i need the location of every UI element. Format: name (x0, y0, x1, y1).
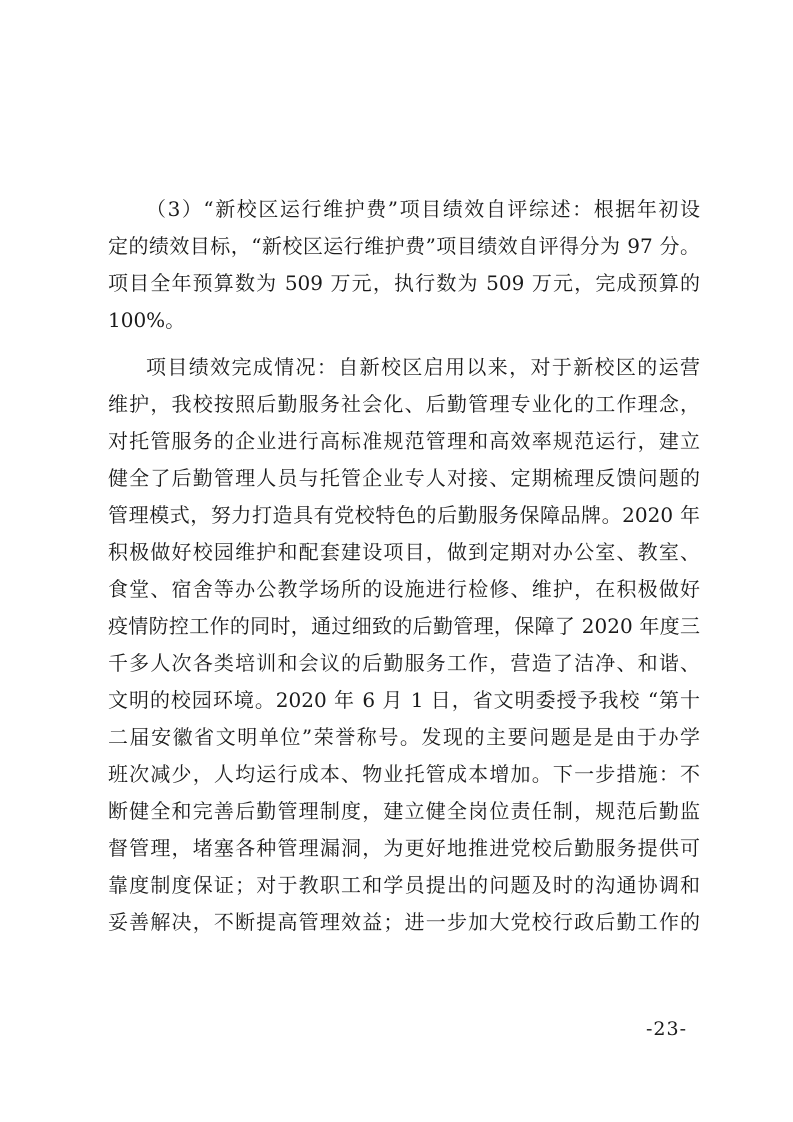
text-line: 妥善解决，不断提高管理效益；进一步加大党校行政后勤工作的 (108, 910, 700, 934)
paragraph-completion-status (108, 349, 700, 941)
text-line: 项目绩效完成情况：自新校区启用以来，对于新校区的运营 (146, 355, 700, 379)
text-line: 文明的校园环境。2020 年 6 月 1 日，省文明委授予我校 “第十 (108, 688, 700, 712)
text-line: 积极做好校园维护和配套建设项目，做到定期对办公室、教室、 (108, 540, 700, 564)
paragraph-project-summary (108, 191, 700, 339)
text-line: 100%。 (108, 308, 186, 332)
text-line: 靠度制度保证；对于教职工和学员提出的问题及时的沟通协调和 (108, 873, 700, 897)
text-line: （3）“新校区运行维护费”项目绩效自评综述：根据年初设 (146, 197, 700, 221)
text-line: 管理模式，努力打造具有党校特色的后勤服务保障品牌。2020 年 (108, 503, 700, 527)
text-line: 对托管服务的企业进行高标准规范管理和高效率规范运行，建立 (108, 429, 700, 453)
text-line: 疫情防控工作的同时，通过细致的后勤管理，保障了 2020 年度三 (108, 614, 700, 638)
text-line: 项目全年预算数为 509 万元，执行数为 509 万元，完成预算的 (108, 271, 700, 295)
text-line: 健全了后勤管理人员与托管企业专人对接、定期梳理反馈问题的 (108, 466, 700, 490)
text-line: 定的绩效目标，“新校区运行维护费”项目绩效自评得分为 97 分。 (108, 234, 700, 258)
text-line: 班次减少，人均运行成本、物业托管成本增加。下一步措施：不 (108, 762, 700, 786)
body-text (108, 191, 700, 941)
text-line: 千多人次各类培训和会议的后勤服务工作，营造了洁净、和谐、 (108, 651, 700, 675)
text-line: 维护，我校按照后勤服务社会化、后勤管理专业化的工作理念， (108, 392, 700, 416)
text-line: 食堂、宿舍等办公教学场所的设施进行检修、维护，在积极做好 (108, 577, 700, 601)
page-number: -23- (645, 1018, 687, 1040)
text-line: 二届安徽省文明单位”荣誉称号。发现的主要问题是是由于办学 (108, 725, 700, 749)
text-line: 断健全和完善后勤管理制度，建立健全岗位责任制，规范后勤监 (108, 799, 700, 823)
text-line: 督管理，堵塞各种管理漏洞，为更好地推进党校后勤服务提供可 (108, 836, 700, 860)
